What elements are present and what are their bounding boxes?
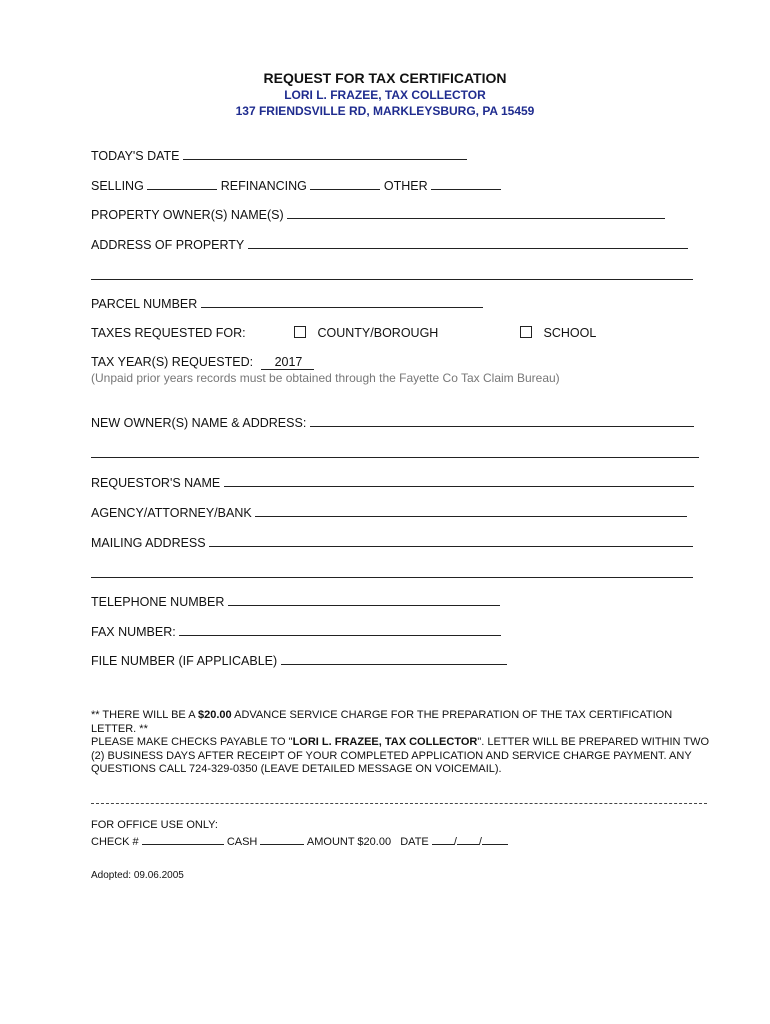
file-number-field[interactable] bbox=[281, 653, 507, 665]
refinancing-label: REFINANCING bbox=[220, 179, 307, 193]
requestor-name-row bbox=[91, 475, 694, 490]
file-number-row bbox=[91, 653, 507, 668]
property-address-label: ADDRESS OF PROPERTY bbox=[91, 238, 245, 252]
owner-names-field[interactable] bbox=[287, 207, 665, 219]
mailing-address-field-2[interactable] bbox=[91, 566, 693, 578]
mailing-address-row bbox=[91, 535, 693, 550]
new-owner-row-2 bbox=[91, 446, 699, 461]
other-label: OTHER bbox=[383, 179, 428, 193]
refinancing-field[interactable] bbox=[310, 178, 380, 190]
property-address-row bbox=[91, 237, 688, 252]
collector-name: LORI L. FRAZEE, TAX COLLECTOR bbox=[284, 88, 486, 102]
agency-row bbox=[91, 505, 687, 520]
form-title: REQUEST FOR TAX CERTIFICATION bbox=[263, 70, 507, 86]
owner-names-row bbox=[91, 207, 665, 222]
owner-names-label: PROPERTY OWNER(S) NAME(S) bbox=[91, 208, 284, 222]
new-owner-row bbox=[91, 415, 694, 430]
date-separator: / bbox=[478, 836, 482, 848]
todays-date-label: TODAY'S DATE bbox=[91, 149, 180, 163]
telephone-label: TELEPHONE NUMBER bbox=[91, 595, 225, 609]
tax-years-label: TAX YEAR(S) REQUESTED: bbox=[91, 355, 254, 369]
fax-label: FAX NUMBER: bbox=[91, 625, 176, 639]
divider-line bbox=[91, 803, 707, 804]
service-charge-notice bbox=[91, 709, 711, 777]
notice-text-4: ". LETTER WILL BE PREPARED WITHIN TWO (2) BUSINESS DAYS AFTER RECEIPT OF YOUR COMPLETED APPLICATION AND SERVICE CHARGE PAYMENT. ANY QUESTIONS CALL 724-329-0350 (LEAVE DETAILED MESSAGE ON VOICEMAIL). bbox=[91, 736, 710, 775]
new-owner-field[interactable] bbox=[310, 415, 694, 427]
amount-label: AMOUNT $20.00 bbox=[306, 836, 392, 848]
date-year-field[interactable] bbox=[482, 834, 508, 845]
notice-text-2: ADVANCE SERVICE CHARGE FOR THE PREPARATION OF THE TAX CERTIFICATION LETTER. ** bbox=[91, 709, 673, 735]
fax-row bbox=[91, 624, 501, 639]
date-month-field[interactable] bbox=[432, 834, 454, 845]
school-checkbox[interactable] bbox=[520, 326, 532, 338]
check-label: CHECK # bbox=[91, 836, 139, 848]
collector-address: 137 FRIENDSVILLE RD, MARKLEYSBURG, PA 15459 bbox=[235, 104, 535, 118]
requestor-name-label: REQUESTOR'S NAME bbox=[91, 476, 221, 490]
new-owner-label: NEW OWNER(S) NAME & ADDRESS: bbox=[91, 416, 307, 430]
tax-year-note: (Unpaid prior years records must be obtained through the Fayette Co Tax Claim Bureau) bbox=[91, 371, 560, 385]
property-address-row-2 bbox=[91, 268, 693, 283]
office-use-row bbox=[91, 834, 508, 848]
requestor-name-field[interactable] bbox=[224, 475, 694, 487]
property-address-field-2[interactable] bbox=[91, 268, 693, 280]
notice-text-1: ** THERE WILL BE A bbox=[91, 709, 198, 721]
cash-label: CASH bbox=[226, 836, 258, 848]
new-owner-field-2[interactable] bbox=[91, 446, 699, 458]
mailing-address-row-2 bbox=[91, 566, 693, 581]
school-label: SCHOOL bbox=[543, 326, 597, 340]
todays-date-row bbox=[91, 148, 467, 163]
check-field[interactable] bbox=[142, 834, 224, 845]
county-borough-option bbox=[294, 326, 438, 340]
transaction-type-row bbox=[91, 178, 501, 193]
date-separator: / bbox=[453, 836, 457, 848]
selling-label: SELLING bbox=[91, 179, 144, 193]
todays-date-field[interactable] bbox=[183, 148, 467, 160]
taxes-requested-label: TAXES REQUESTED FOR: bbox=[91, 326, 246, 340]
county-borough-checkbox[interactable] bbox=[294, 326, 306, 338]
agency-label: AGENCY/ATTORNEY/BANK bbox=[91, 506, 252, 520]
telephone-row bbox=[91, 594, 500, 609]
notice-text-3: PLEASE MAKE CHECKS PAYABLE TO " bbox=[91, 736, 293, 748]
telephone-field[interactable] bbox=[228, 594, 500, 606]
agency-field[interactable] bbox=[255, 505, 687, 517]
school-option bbox=[520, 326, 596, 340]
other-field[interactable] bbox=[431, 178, 501, 190]
fax-field[interactable] bbox=[179, 624, 501, 636]
tax-years-field[interactable]: 2017 bbox=[261, 355, 315, 370]
selling-field[interactable] bbox=[147, 178, 217, 190]
tax-years-row bbox=[91, 355, 314, 370]
mailing-address-field[interactable] bbox=[209, 535, 693, 547]
county-borough-label: COUNTY/BOROUGH bbox=[317, 326, 439, 340]
date-day-field[interactable] bbox=[457, 834, 479, 845]
service-charge-amount: $20.00 bbox=[198, 709, 232, 721]
payee-name: LORI L. FRAZEE, TAX COLLECTOR bbox=[292, 736, 478, 748]
mailing-address-label: MAILING ADDRESS bbox=[91, 536, 206, 550]
property-address-field[interactable] bbox=[248, 237, 688, 249]
parcel-number-row bbox=[91, 296, 483, 311]
cash-field[interactable] bbox=[260, 834, 304, 845]
file-number-label: FILE NUMBER (IF APPLICABLE) bbox=[91, 654, 278, 668]
date-label: DATE bbox=[400, 836, 429, 848]
adopted-date: Adopted: 09.06.2005 bbox=[91, 870, 184, 881]
parcel-number-label: PARCEL NUMBER bbox=[91, 297, 198, 311]
parcel-number-field[interactable] bbox=[201, 296, 483, 308]
office-use-heading: FOR OFFICE USE ONLY: bbox=[91, 819, 218, 831]
